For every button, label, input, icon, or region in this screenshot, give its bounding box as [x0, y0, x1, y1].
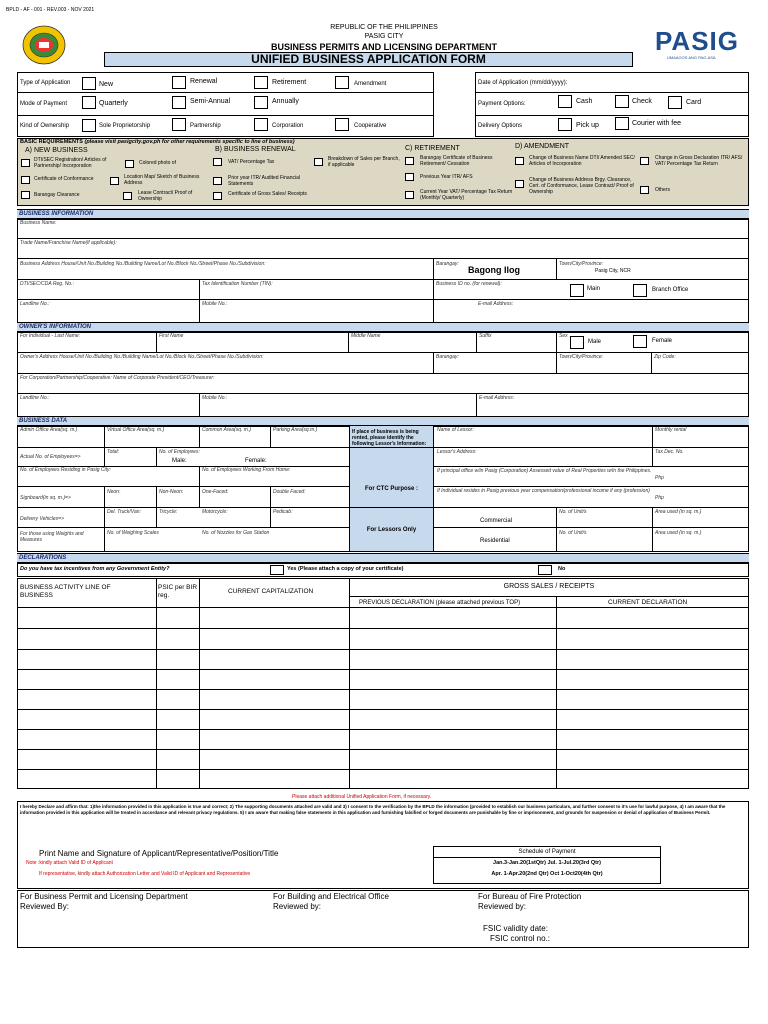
option-main: Main	[587, 286, 601, 292]
req-checkbox-dti[interactable]	[21, 159, 30, 167]
virtual-area-label: Virtual Office Area(sq. m.)	[107, 427, 165, 433]
fsic-control-label: FSIC control no.:	[490, 934, 551, 943]
option-semi-annual: Semi-Annual	[190, 98, 231, 105]
barangay-value: Bagong Ilog	[468, 265, 520, 275]
first-name-field[interactable]	[159, 340, 345, 350]
option-pick-up: Pick up	[576, 122, 599, 129]
bplo-reviewed: Reviewed By:	[20, 902, 69, 911]
area-used-label-1: Area used (in sq. m.)	[655, 509, 702, 515]
trade-name-field[interactable]	[20, 247, 746, 257]
checkbox-amendment[interactable]	[335, 76, 349, 89]
from-home-label: No. of Employees Working From Home:	[202, 467, 291, 473]
option-quarterly: Quarterly	[99, 100, 128, 107]
payment-options-label: Payment Options:	[478, 101, 526, 107]
tax-incentive-question: Do you have tax incentives from any Government Entity?	[20, 566, 170, 572]
renewal-title: B) BUSINESS RENEWAL	[215, 146, 296, 153]
req-checkbox-others[interactable]	[640, 186, 649, 194]
checkbox-partnership[interactable]	[172, 118, 186, 131]
requirements-heading: BASIC REQUIREMENTS	[20, 139, 83, 145]
checkbox-semi-annual[interactable]	[172, 96, 186, 109]
type-of-application-label: Type of Application	[20, 80, 71, 86]
print-name-label: Print Name and Signature of Applicant/Representative/Position/Title	[39, 849, 279, 858]
delivery-vehicles-label: Delivery Vehicles=>	[20, 516, 65, 522]
suffix-field[interactable]	[479, 340, 553, 350]
last-name-label: For Individual - Last Name:	[20, 333, 81, 339]
req-others: Others	[655, 187, 671, 193]
no-employees-label: No. of Employees:	[159, 449, 200, 455]
php-1-label: Php	[655, 475, 664, 481]
lessor-name-label: Name of Lessor:	[437, 427, 474, 433]
bfp-label: For Bureau of Fire Protection	[478, 892, 582, 901]
tax-dec-label: Tax Dec. No.	[655, 449, 684, 455]
checkbox-quarterly[interactable]	[82, 96, 96, 109]
checkbox-cooperative[interactable]	[335, 118, 349, 131]
req-current-vat: Current Year VAT/ Percentage Tax Return (Monthly/ Quarterly)	[420, 189, 513, 201]
ctc-purpose-label: For CTC Purpose :	[364, 486, 418, 492]
schedule-line-2: Apr. 1-Apr.20(2nd Qtr) Oct 1-Oct20(4th Qtr)	[491, 871, 603, 877]
monthly-rental-label: Monthly rental	[655, 427, 687, 433]
req-barangay: Barangay Clearance	[34, 192, 80, 198]
option-branch: Branch Office	[652, 287, 689, 293]
req-checkbox-brgy-retire[interactable]	[405, 157, 414, 165]
requirements-note: (please visit pasigcity.gov.ph for other requirements specific to line of business)	[84, 139, 295, 145]
req-itr: Prior year ITR/ Audited Financial Statements	[228, 175, 300, 187]
checkbox-courier[interactable]	[615, 117, 629, 130]
form-title: UNIFIED BUSINESS APPLICATION FORM	[251, 52, 486, 66]
business-id-label: Business ID no. (for renewal):	[436, 281, 502, 287]
area-used-label-2: Area used (in sq. m.)	[655, 530, 702, 536]
residential-label: Residential	[480, 538, 510, 544]
option-yes: Yes (Please attach a copy of your certificate)	[287, 566, 404, 572]
new-business-title: A) NEW BUSINESS	[25, 147, 88, 154]
town-value: Pasig City, NCR	[595, 268, 631, 274]
lessor-address-label: Lessor's Address:	[437, 449, 477, 455]
php-2-label: Php	[655, 495, 664, 501]
owner-info-header: OWNER'S INFORMATION	[17, 322, 749, 332]
landline-field[interactable]	[20, 308, 196, 320]
date-of-application-label: Date of Application (mm/dd/yyyy):	[478, 80, 568, 86]
owner-address-field[interactable]	[20, 361, 430, 371]
fsic-validity-label: FSIC validity date:	[483, 924, 548, 933]
obo-reviewed: Reviewed by:	[273, 902, 322, 911]
checkbox-main[interactable]	[570, 284, 584, 297]
req-change-gross: Change in Gross Declaration ITR/ AFS/ VAT/ Percentage Tax Return	[655, 155, 743, 167]
req-photo: Colored photo of	[139, 160, 176, 166]
req-checkbox-barangay[interactable]	[21, 191, 30, 199]
bfp-reviewed: Reviewed by:	[478, 902, 527, 911]
option-annually: Annually	[272, 98, 299, 105]
common-area-label: Common Area(sq. m.)	[202, 427, 251, 433]
sex-label: Sex	[559, 333, 568, 339]
units-label-2: No. of Unit/s	[559, 530, 587, 536]
attach-note: Please attach additional Unified Application Form, if necessary.	[292, 794, 432, 800]
business-name-field[interactable]	[20, 227, 746, 237]
tricycle-label: Tricycle:	[159, 509, 178, 515]
signboard-label: Signboard(in sq. m.)=>	[20, 495, 71, 501]
req-checkbox-breakdown[interactable]	[314, 158, 323, 166]
oath-text: I hereby Declare and affirm that: 1)the information provided in this application is true and correct; 2) The supporting documents attached are valid and 3) I consent to the verification by the BPLD the information (provided to establish our business particulars, and further consent to it's use for lawful purpose, 4) I am aware that the information provided in this application will be treated in accordance and relevant privacy regulations. 5) I am aware that making false statements in this application and furnishing falsified or forged documents are punishable by fine or imprisonment, and grounds for suspension or denial of application of Business Permit.	[20, 804, 726, 815]
checkbox-renewal[interactable]	[172, 76, 186, 89]
activity-header: BUSINESS ACTIVITY LINE OF BUSINESS	[20, 584, 111, 599]
checkbox-retirement[interactable]	[254, 76, 268, 89]
town-label: Town/City/Province:	[559, 261, 603, 267]
req-prev-itr: Previous Year ITR/ AFS	[420, 174, 473, 180]
option-new: New	[99, 81, 114, 88]
checkbox-branch[interactable]	[633, 284, 647, 297]
amendment-title: D) AMENDMENT	[515, 143, 570, 150]
non-neon-label: Non-Neon:	[159, 489, 184, 495]
checkbox-no[interactable]	[538, 565, 552, 575]
req-change-address: Change of Business Address Brgy. Clearance, Cert. of Conformance, Lease Contract/ Proof of Ownership	[529, 177, 634, 195]
neon-label: Neon:	[107, 489, 121, 495]
option-check: Check	[632, 98, 652, 105]
psic-header: PSIC per BIR reg.	[158, 584, 198, 599]
req-checkbox-vat[interactable]	[213, 158, 222, 166]
business-info-header: BUSINESS INFORMATION	[17, 209, 749, 219]
weights-label: For those using Weights and Measures	[20, 531, 84, 543]
dti-field[interactable]	[20, 288, 196, 298]
note-representative: If representative, kindly attach Authorization Letter and Valid ID of Applicant and Representative	[39, 871, 251, 877]
req-checkbox-change-name[interactable]	[515, 157, 524, 165]
option-card: Card	[686, 99, 702, 106]
checkbox-sole-proprietorship[interactable]	[82, 119, 96, 132]
option-sole-proprietorship: Sole Proprietorship	[99, 123, 151, 129]
req-conformance: Certificate of Conformance	[34, 176, 94, 182]
previous-header: PREVIOUS DECLARATION (please attached previous TOP)	[359, 600, 521, 606]
one-faced-label: One-Faced:	[202, 489, 229, 495]
req-lease: Lease Contract/ Proof of Ownership	[138, 190, 193, 202]
option-retirement: Retirement	[272, 79, 307, 86]
obo-label: For Building and Electrical Office	[273, 892, 389, 901]
note-valid-id: Note :kindly attach Valid ID of Applicant	[26, 860, 113, 866]
admin-area-label: Admin Office Area(sq. m.)	[20, 427, 78, 433]
option-renewal: Renewal	[190, 78, 218, 85]
city-text: PASIG CITY	[364, 33, 404, 40]
total-label: Total:	[107, 449, 120, 455]
motorcycle-label: Motorcycle:	[202, 509, 228, 515]
req-vat: VAT/ Percentage Tax	[228, 159, 275, 165]
req-checkbox-current-vat[interactable]	[405, 191, 414, 199]
checkbox-pick-up[interactable]	[558, 118, 572, 131]
checkbox-new[interactable]	[82, 77, 96, 90]
weighing-scales-label: No. of Weighing Scales	[107, 530, 159, 536]
tin-field[interactable]	[202, 288, 430, 298]
form-code: BPLD - AF - 001 - REV.003 - NOV 2021	[6, 7, 95, 13]
owner-barangay-label: Barangay:	[436, 354, 459, 360]
owner-mobile-label: Mobile No.:	[202, 395, 228, 401]
pasig-logo-tagline: UMAAGOS ANG PAG-ASA	[667, 55, 716, 60]
email-field[interactable]	[478, 308, 746, 320]
capital-header: CURRENT CAPITALIZATION	[228, 588, 314, 595]
mode-of-payment-label: Mode of Payment	[20, 101, 68, 107]
checkbox-annually[interactable]	[254, 96, 268, 109]
date-of-application-field[interactable]	[585, 76, 745, 88]
option-amendment: Amendment	[354, 81, 387, 87]
delivery-options-label: Delivery Options	[478, 123, 523, 129]
nozzles-label: No. of Nozzles for Gas Station	[202, 530, 270, 536]
business-address-label: Business Address House/Unit No./Building No./Building Name/Lot No./Block No./Street/Phase No./Subdivision:	[20, 261, 266, 267]
suffix-label: Suffix	[479, 333, 492, 339]
commercial-label: Commercial	[480, 518, 513, 524]
declarations-header: DECLARATIONS	[17, 553, 749, 563]
req-checkbox-change-gross[interactable]	[640, 157, 649, 165]
checkbox-corporation[interactable]	[254, 118, 268, 131]
option-no: No	[558, 566, 566, 572]
schedule-title: Schedule of Payment	[518, 849, 576, 855]
req-checkbox-change-address[interactable]	[515, 180, 524, 188]
req-checkbox-location[interactable]	[110, 177, 119, 185]
corp-president-field[interactable]	[20, 382, 746, 392]
req-checkbox-conformance[interactable]	[21, 176, 30, 184]
option-cooperative: Cooperative	[354, 123, 387, 129]
option-male: Male	[588, 339, 602, 345]
tin-label: Tax Identification Number (TIN):	[202, 281, 273, 287]
req-checkbox-photo[interactable]	[125, 160, 134, 168]
option-courier: Courier with fee	[632, 120, 682, 127]
req-change-name: Change of Business Name DTI/ Amended SEC/ Articles of Incorporation	[529, 155, 635, 167]
zip-code-label: Zip Code:	[654, 354, 676, 360]
last-name-field[interactable]	[20, 340, 153, 350]
residing-label: No. of Employees Residing in Pasig City:	[20, 467, 111, 473]
req-gross: Certificate of Gross Sales/ Receipts	[228, 191, 307, 197]
option-partnership: Partnership	[190, 123, 221, 129]
landline-label: Landline No.:	[20, 301, 50, 307]
mobile-label: Mobile No.:	[202, 301, 228, 307]
owner-landline-label: Landline No.:	[20, 395, 50, 401]
pasig-logo-text: PASIG	[655, 26, 739, 56]
checkbox-male[interactable]	[570, 336, 584, 349]
req-checkbox-itr[interactable]	[213, 177, 222, 185]
dti-label: DTI/SEC/CDA Reg. No.:	[20, 281, 74, 287]
business-address-field[interactable]	[20, 268, 430, 278]
email-label: E-mail Address:	[478, 301, 514, 307]
form-title-banner	[104, 52, 633, 67]
checkbox-female[interactable]	[633, 335, 647, 348]
option-female: Female	[652, 338, 673, 344]
current-header: CURRENT DECLARATION	[608, 599, 688, 606]
req-location: Location Map/ Sketch of Business Address	[124, 174, 200, 186]
bplo-label: For Business Permit and Licensing Department	[20, 892, 188, 901]
kind-of-ownership-label: Kind of Ownership	[20, 123, 70, 129]
middle-name-field[interactable]	[351, 340, 473, 350]
checkbox-check[interactable]	[615, 95, 629, 108]
lessors-only-label: For Lessors Only	[366, 527, 417, 533]
department-title: BUSINESS PERMITS AND LICENSING DEPARTMENT	[270, 42, 497, 52]
assessed-label: If principal office w/in Pasig (Corporation) Assessed value of Real Properties w/in the Philippines.	[437, 468, 652, 474]
option-corporation: Corporation	[272, 123, 304, 129]
female-employees-label: Female:	[245, 458, 267, 464]
gross-sales-table	[17, 578, 749, 789]
req-brgy-retire: Barangay Certificate of Business Retirement/ Cessation	[420, 155, 493, 167]
checkbox-yes[interactable]	[270, 565, 284, 575]
business-name-label: Business Name:	[20, 220, 57, 226]
req-checkbox-prev-itr[interactable]	[405, 173, 414, 181]
rented-note: If place of business is being rented, please identify the following Lessor's Information:	[352, 429, 427, 447]
requirements-title	[20, 140, 295, 146]
pasig-logo	[655, 26, 737, 64]
req-checkbox-gross[interactable]	[213, 192, 222, 200]
middle-name-label: Middle Name	[351, 333, 381, 339]
retirement-title: C) RETIREMENT	[405, 145, 460, 152]
republic-text: REPUBLIC OF THE PHILIPPINES	[330, 24, 438, 31]
owner-email-label: E-mail Address:	[479, 395, 515, 401]
option-cash: Cash	[576, 98, 593, 105]
pedicab-label: Pedicab:	[273, 509, 293, 515]
gross-header: GROSS SALES / RECEIPTS	[503, 583, 595, 590]
truck-label: Del. Truck/Van:	[107, 509, 141, 515]
req-checkbox-lease[interactable]	[123, 192, 132, 200]
req-dti: DTI/SEC Registration/ Articles of Partnership/ Incorporation	[34, 157, 107, 169]
corp-president-label: For Corporation/Partnership/Cooperative: Name of Corporate President/CEO/Treasurer:	[20, 375, 215, 381]
owner-town-label: Town/City/Province:	[559, 354, 603, 360]
actual-employees-label: Actual No. of Employees=>	[20, 454, 81, 460]
parking-area-label: Parking Area(sq.m.)	[273, 427, 318, 433]
checkbox-card[interactable]	[668, 96, 682, 109]
double-faced-label: Double Faced:	[273, 489, 306, 495]
barangay-label: Barangay:	[436, 261, 459, 267]
checkbox-cash[interactable]	[558, 95, 572, 108]
mobile-field[interactable]	[202, 308, 430, 320]
individual-income-label: If Individual resides in Pasig previous year compensation/professional income if any (profession)	[437, 488, 650, 494]
req-breakdown: Breakdown of Sales per Branch, if applicable	[328, 156, 400, 168]
business-data-header: BUSINESS DATA	[17, 416, 749, 426]
male-employees-label: Male:	[172, 458, 187, 464]
units-label-1: No. of Unit/s	[559, 509, 587, 515]
schedule-line-1: Jan.3-Jan.20(1stQtr) Jul. 1-Jul.20(3rd Qtr)	[493, 860, 601, 866]
first-name-label: First Name	[159, 333, 184, 339]
trade-name-label: Trade Name/Franchise Name(if applicable):	[20, 240, 117, 246]
owner-address-label: Owner's Address House/Unit No./Building No./Building Name/Lot No./Block No./Street/Phase No./Subdivision:	[20, 354, 264, 360]
